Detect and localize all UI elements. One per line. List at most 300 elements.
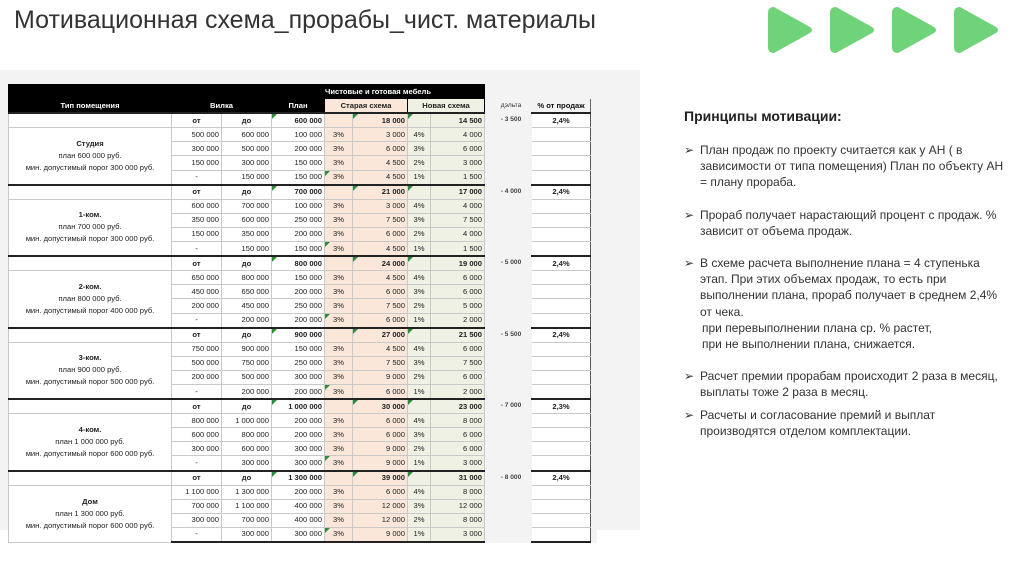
fork-to: 450 000	[222, 299, 272, 313]
fork-from: 300 000	[172, 513, 222, 527]
fork-from: 350 000	[172, 213, 222, 227]
spacer	[491, 156, 532, 170]
summary-old-pct	[325, 399, 353, 414]
spacer	[591, 199, 597, 213]
pct-cell	[532, 414, 591, 428]
fork-from: 600 000	[172, 428, 222, 442]
new-value: 1 500	[431, 242, 485, 257]
old-value: 7 500	[353, 356, 408, 370]
old-pct: 3%	[325, 499, 353, 513]
motivation-table	[8, 84, 597, 543]
new-value: 7 500	[431, 213, 485, 227]
new-pct: 3%	[408, 285, 431, 299]
spacer	[491, 271, 532, 285]
new-value: 2 000	[431, 384, 485, 399]
plan-value: 200 000	[272, 227, 325, 241]
new-pct: 2%	[408, 227, 431, 241]
principle-text: Расчет премии прорабам происходит 2 раза в месяц, выплаты тоже 2 раза в месяц.	[700, 369, 998, 400]
group-summary-row	[9, 113, 597, 128]
new-value: 8 000	[431, 513, 485, 527]
spacer	[591, 213, 597, 227]
plan-value: 200 000	[272, 384, 325, 399]
pct-cell	[532, 156, 591, 170]
summary-old-value: 21 000	[353, 185, 408, 200]
new-value: 4 000	[431, 128, 485, 142]
plan-value: 250 000	[272, 299, 325, 313]
pct-cell	[532, 142, 591, 156]
summary-old-pct	[325, 328, 353, 343]
new-pct: 2%	[408, 299, 431, 313]
old-pct: 3%	[325, 414, 353, 428]
principle-item	[684, 407, 1004, 439]
summary-plan: 1 000 000	[272, 399, 325, 414]
principle-extra-line: при перевыполнении плана ср. % растет,	[702, 320, 932, 335]
new-pct: 3%	[408, 213, 431, 227]
room-type-cell	[9, 128, 172, 185]
fork-from: 150 000	[172, 156, 222, 170]
summary-new-pct	[408, 113, 431, 128]
fork-from: 500 000	[172, 128, 222, 142]
fork-from: 300 000	[172, 442, 222, 456]
old-value: 4 500	[353, 271, 408, 285]
pct-cell	[532, 370, 591, 384]
room-type-cell	[9, 199, 172, 256]
pct-cell	[532, 513, 591, 527]
page-title: Мотивационная схема_прорабы_чист. материалы	[14, 6, 596, 34]
new-pct: 4%	[408, 128, 431, 142]
plan-value: 250 000	[272, 356, 325, 370]
summary-plan: 600 000	[272, 113, 325, 128]
new-pct: 4%	[408, 414, 431, 428]
new-pct: 2%	[408, 156, 431, 170]
spacer	[491, 299, 532, 313]
header-category: Чистовые и готовая мебель	[272, 85, 485, 99]
spacer	[591, 527, 597, 542]
summary-delta: - 5 500	[491, 328, 532, 343]
principle-text: План продаж по проекту считается как у АН ( в зависимости от типа помещения) План по объекту АН = плану прораба.	[700, 143, 1004, 190]
fork-to: 350 000	[222, 227, 272, 241]
old-pct: 3%	[325, 213, 353, 227]
old-pct: 3%	[325, 271, 353, 285]
old-pct: 3%	[325, 299, 353, 313]
new-value: 5 000	[431, 299, 485, 313]
plan-value: 250 000	[272, 213, 325, 227]
pct-cell	[532, 342, 591, 356]
fork-from: 750 000	[172, 342, 222, 356]
room-name: 4-ком.	[78, 424, 102, 434]
room-type-cell	[9, 342, 172, 399]
plan-value: 400 000	[272, 499, 325, 513]
summary-to: до	[222, 113, 272, 128]
spacer	[491, 285, 532, 299]
room-plan: план 600 000 руб.	[58, 150, 122, 160]
old-value: 12 000	[353, 513, 408, 527]
spacer	[591, 356, 597, 370]
plan-value: 200 000	[272, 142, 325, 156]
spacer	[491, 356, 532, 370]
new-pct: 1%	[408, 527, 431, 542]
old-pct: 3%	[325, 342, 353, 356]
summary-to: до	[222, 399, 272, 414]
room-name: Студия	[76, 138, 104, 148]
summary-from: от	[172, 328, 222, 343]
spacer	[491, 199, 532, 213]
fork-to: 700 000	[222, 513, 272, 527]
pct-cell	[532, 271, 591, 285]
group-summary-row	[9, 185, 597, 200]
old-value: 4 500	[353, 170, 408, 185]
spacer	[591, 285, 597, 299]
group-summary-row	[9, 256, 597, 271]
spacer	[491, 170, 532, 185]
new-value: 6 000	[431, 285, 485, 299]
fork-to: 1 000 000	[222, 414, 272, 428]
summary-old-value: 24 000	[353, 256, 408, 271]
room-plan: план 900 000 руб.	[58, 365, 122, 375]
old-pct: 3%	[325, 356, 353, 370]
summary-from: от	[172, 471, 222, 486]
new-value: 8 000	[431, 414, 485, 428]
old-pct: 3%	[325, 485, 353, 499]
group-blank	[9, 399, 172, 414]
new-pct: 3%	[408, 356, 431, 370]
old-value: 3 000	[353, 128, 408, 142]
plan-value: 150 000	[272, 342, 325, 356]
spacer	[491, 442, 532, 456]
fork-from: 800 000	[172, 414, 222, 428]
pct-cell	[532, 527, 591, 542]
fork-from: -	[172, 384, 222, 399]
spacer	[491, 513, 532, 527]
plan-value: 200 000	[272, 313, 325, 328]
new-pct: 1%	[408, 456, 431, 471]
plan-value: 200 000	[272, 428, 325, 442]
summary-plan: 1 300 000	[272, 471, 325, 486]
new-value: 4 000	[431, 199, 485, 213]
old-pct: 3%	[325, 285, 353, 299]
principle-item	[684, 255, 1004, 352]
new-value: 3 000	[431, 156, 485, 170]
new-pct: 4%	[408, 485, 431, 499]
old-pct: 3%	[325, 242, 353, 257]
room-name: Дом	[82, 496, 98, 506]
fork-from: 700 000	[172, 499, 222, 513]
new-pct: 3%	[408, 499, 431, 513]
arrowhead-bullet-icon: ➢	[684, 143, 695, 157]
fork-to: 750 000	[222, 356, 272, 370]
summary-from: от	[172, 185, 222, 200]
principle-text: Расчеты и согласование премий и выплат производятся отделом комплектации.	[700, 407, 936, 438]
spacer	[491, 128, 532, 142]
old-pct: 3%	[325, 142, 353, 156]
old-pct: 3%	[325, 456, 353, 471]
fork-to: 300 000	[222, 456, 272, 471]
room-plan: план 800 000 руб.	[58, 293, 122, 303]
summary-pct: 2,4%	[532, 256, 591, 271]
header-old-scheme: Старая схема	[325, 99, 408, 114]
group-blank	[9, 471, 172, 486]
new-value: 6 000	[431, 442, 485, 456]
table-row	[9, 271, 597, 285]
room-threshold: мин. допустимый порог 600 000 руб.	[25, 448, 155, 458]
new-value: 6 000	[431, 142, 485, 156]
spacer	[591, 499, 597, 513]
summary-old-pct	[325, 113, 353, 128]
summary-delta: - 7 000	[491, 399, 532, 414]
room-threshold: мин. допустимый порог 400 000 руб.	[25, 305, 155, 315]
principle-item	[684, 207, 1004, 239]
old-value: 6 000	[353, 428, 408, 442]
fork-from: 650 000	[172, 271, 222, 285]
spacer	[591, 442, 597, 456]
spacer	[591, 256, 597, 271]
fork-to: 800 000	[222, 271, 272, 285]
summary-old-value: 27 000	[353, 328, 408, 343]
new-pct: 3%	[408, 428, 431, 442]
summary-new-value: 14 500	[431, 113, 485, 128]
spacer	[491, 384, 532, 399]
spacer	[591, 399, 597, 414]
decorative-arrows	[764, 3, 1016, 57]
fork-from: -	[172, 170, 222, 185]
new-value: 4 000	[431, 227, 485, 241]
header-row	[9, 99, 597, 114]
summary-new-value: 19 000	[431, 256, 485, 271]
room-threshold: мин. допустимый порог 500 000 руб.	[25, 377, 155, 387]
pct-cell	[532, 384, 591, 399]
header-fork: Вилка	[172, 99, 272, 114]
play-arrow-icon	[892, 7, 936, 53]
old-pct: 3%	[325, 227, 353, 241]
old-value: 4 500	[353, 242, 408, 257]
spacer	[591, 313, 597, 328]
old-pct: 3%	[325, 442, 353, 456]
spacer	[591, 513, 597, 527]
room-type-cell	[9, 271, 172, 328]
pct-cell	[532, 299, 591, 313]
new-pct: 4%	[408, 199, 431, 213]
summary-pct: 2,4%	[532, 185, 591, 200]
new-value: 6 000	[431, 271, 485, 285]
fork-from: 300 000	[172, 142, 222, 156]
fork-to: 1 300 000	[222, 485, 272, 499]
old-value: 9 000	[353, 370, 408, 384]
spacer	[491, 242, 532, 257]
summary-to: до	[222, 256, 272, 271]
summary-pct: 2,4%	[532, 328, 591, 343]
summary-plan: 700 000	[272, 185, 325, 200]
room-type-cell	[9, 414, 172, 471]
new-pct: 1%	[408, 384, 431, 399]
pct-cell	[532, 199, 591, 213]
old-pct: 3%	[325, 428, 353, 442]
spacer	[491, 499, 532, 513]
fork-to: 650 000	[222, 285, 272, 299]
old-pct: 3%	[325, 128, 353, 142]
header-plan: План	[272, 99, 325, 114]
summary-new-pct	[408, 471, 431, 486]
old-value: 6 000	[353, 285, 408, 299]
old-value: 6 000	[353, 313, 408, 328]
header-room-type: Тип помещения	[9, 99, 172, 114]
spacer	[591, 471, 597, 486]
group-blank	[9, 256, 172, 271]
spacer	[591, 299, 597, 313]
room-plan: план 1 000 000 руб.	[55, 436, 125, 446]
pct-cell	[532, 227, 591, 241]
summary-delta: - 8 000	[491, 471, 532, 486]
new-value: 6 000	[431, 428, 485, 442]
spacer	[491, 428, 532, 442]
old-pct: 3%	[325, 156, 353, 170]
summary-new-pct	[408, 328, 431, 343]
summary-new-value: 31 000	[431, 471, 485, 486]
spacer	[491, 414, 532, 428]
table-row	[9, 199, 597, 213]
summary-old-value: 39 000	[353, 471, 408, 486]
plan-value: 150 000	[272, 170, 325, 185]
fork-to: 150 000	[222, 170, 272, 185]
new-value: 7 500	[431, 356, 485, 370]
principles-list	[684, 142, 1004, 439]
spacer	[591, 227, 597, 241]
summary-from: от	[172, 256, 222, 271]
old-value: 6 000	[353, 142, 408, 156]
summary-plan: 800 000	[272, 256, 325, 271]
summary-pct: 2,4%	[532, 113, 591, 128]
old-value: 4 500	[353, 156, 408, 170]
fork-from: -	[172, 456, 222, 471]
new-pct: 1%	[408, 242, 431, 257]
old-value: 9 000	[353, 527, 408, 542]
fork-from: 200 000	[172, 299, 222, 313]
pct-cell	[532, 456, 591, 471]
summary-pct: 2,3%	[532, 399, 591, 414]
room-threshold: мин. допустимый порог 600 000 руб.	[25, 520, 155, 530]
spacer	[591, 170, 597, 185]
plan-value: 200 000	[272, 285, 325, 299]
fork-from: -	[172, 313, 222, 328]
spreadsheet-area	[0, 70, 640, 539]
fork-to: 1 100 000	[222, 499, 272, 513]
spacer	[591, 328, 597, 343]
fork-to: 500 000	[222, 142, 272, 156]
old-value: 6 000	[353, 227, 408, 241]
plan-value: 300 000	[272, 456, 325, 471]
header-new-scheme: Новая схема	[408, 99, 485, 114]
new-pct: 4%	[408, 342, 431, 356]
spacer	[591, 156, 597, 170]
fork-from: 1 100 000	[172, 485, 222, 499]
summary-old-value: 30 000	[353, 399, 408, 414]
plan-value: 150 000	[272, 156, 325, 170]
old-value: 3 000	[353, 199, 408, 213]
fork-from: 200 000	[172, 370, 222, 384]
group-summary-row	[9, 471, 597, 486]
pct-cell	[532, 485, 591, 499]
spacer	[591, 414, 597, 428]
group-blank	[9, 185, 172, 200]
play-arrow-icon	[768, 7, 812, 53]
arrowhead-bullet-icon: ➢	[684, 369, 695, 384]
principle-text: В схеме расчета выполнение плана = 4 ступенька этап. При этих объемах продаж, то есть при выполнении плана, прораб получает в среднем 2,4% от чека.	[700, 256, 998, 319]
fork-to: 600 000	[222, 128, 272, 142]
summary-from: от	[172, 113, 222, 128]
summary-old-pct	[325, 256, 353, 271]
summary-from: от	[172, 399, 222, 414]
summary-pct: 2,4%	[532, 471, 591, 486]
spacer	[591, 428, 597, 442]
pct-cell	[532, 128, 591, 142]
new-value: 3 000	[431, 456, 485, 471]
old-value: 7 500	[353, 213, 408, 227]
group-blank	[9, 113, 172, 128]
summary-to: до	[222, 328, 272, 343]
table-row	[9, 414, 597, 428]
room-plan: план 700 000 руб.	[58, 222, 122, 232]
spacer	[491, 456, 532, 471]
summary-new-pct	[408, 185, 431, 200]
plan-value: 150 000	[272, 242, 325, 257]
new-value: 6 000	[431, 370, 485, 384]
pct-cell	[532, 499, 591, 513]
room-name: 1-ком.	[78, 210, 102, 220]
summary-new-value: 21 500	[431, 328, 485, 343]
header-delta: дэльта	[491, 99, 532, 114]
old-value: 9 000	[353, 442, 408, 456]
room-threshold: мин. допустимый порог 300 000 руб.	[25, 234, 155, 244]
fork-to: 700 000	[222, 199, 272, 213]
summary-new-pct	[408, 399, 431, 414]
new-value: 12 000	[431, 499, 485, 513]
header-row-top	[9, 85, 597, 99]
fork-from: -	[172, 527, 222, 542]
fork-from: -	[172, 242, 222, 257]
new-pct: 2%	[408, 370, 431, 384]
pct-cell	[532, 242, 591, 257]
new-pct: 2%	[408, 442, 431, 456]
spacer	[491, 313, 532, 328]
new-value: 8 000	[431, 485, 485, 499]
spacer	[491, 527, 532, 542]
spacer	[491, 370, 532, 384]
pct-cell	[532, 428, 591, 442]
old-value: 12 000	[353, 499, 408, 513]
group-summary-row	[9, 328, 597, 343]
plan-value: 300 000	[272, 442, 325, 456]
new-value: 3 000	[431, 527, 485, 542]
header-pct-sales: % от продаж	[532, 99, 591, 114]
plan-value: 400 000	[272, 513, 325, 527]
principle-extra-line: при не выполнении плана, снижается.	[702, 337, 916, 352]
summary-new-pct	[408, 256, 431, 271]
fork-from: 600 000	[172, 199, 222, 213]
spacer	[591, 370, 597, 384]
spacer	[591, 485, 597, 499]
new-value: 2 000	[431, 313, 485, 328]
plan-value: 200 000	[272, 485, 325, 499]
spacer	[591, 142, 597, 156]
play-arrow-icon	[830, 7, 874, 53]
summary-new-value: 17 000	[431, 185, 485, 200]
plan-value: 300 000	[272, 370, 325, 384]
plan-value: 150 000	[272, 271, 325, 285]
group-blank	[9, 328, 172, 343]
arrowhead-bullet-icon: ➢	[684, 256, 695, 271]
spacer	[591, 128, 597, 142]
new-pct: 3%	[408, 142, 431, 156]
spacer	[591, 384, 597, 399]
